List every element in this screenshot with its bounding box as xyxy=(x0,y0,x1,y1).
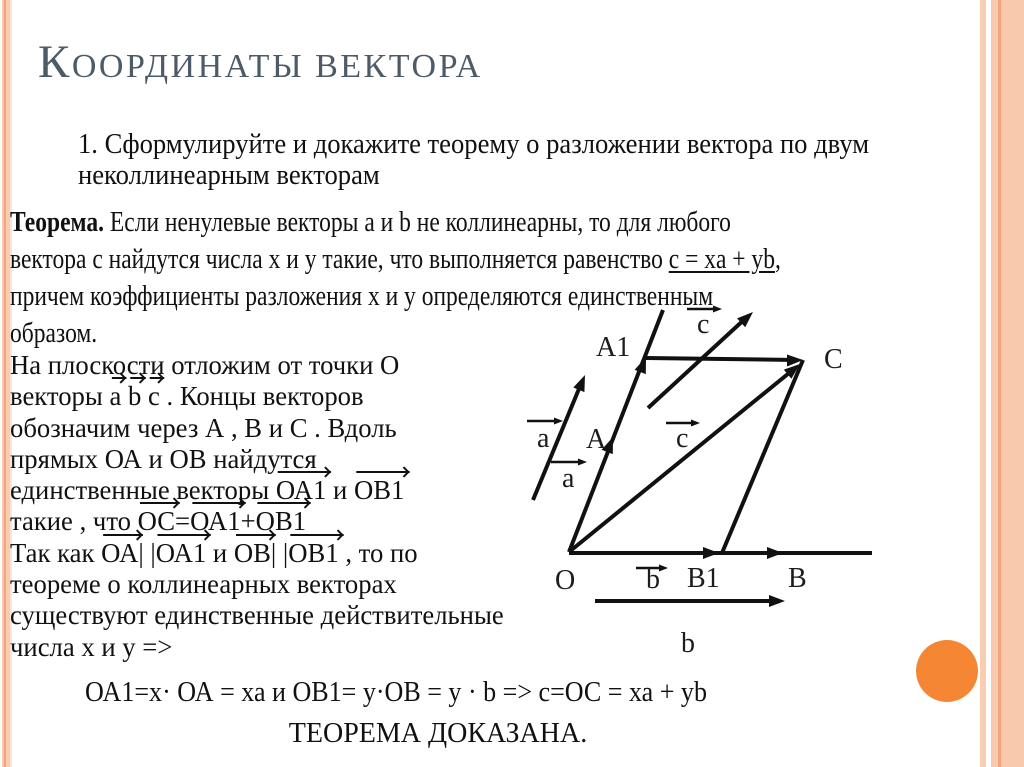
decorative-orange-circle xyxy=(916,640,978,702)
point-label-b: B xyxy=(788,563,807,594)
proof-line-10 xyxy=(10,631,504,662)
side-a1-c xyxy=(646,355,803,367)
proof-line-9 xyxy=(10,599,504,630)
vector-term: a xyxy=(109,380,122,412)
point-label-o: O xyxy=(555,565,576,596)
text-segment: существуют единственные действительные xyxy=(10,599,504,631)
text-segment xyxy=(121,380,128,411)
vector-diagram xyxy=(470,290,890,670)
vector-term: c xyxy=(147,380,160,412)
proof-line-3 xyxy=(10,412,504,443)
conclusion-block xyxy=(0,676,792,751)
arrowhead-at-b1 xyxy=(703,547,719,559)
text-segment: | | xyxy=(138,536,156,568)
vector-term: ОА xyxy=(101,536,139,568)
text-segment: = xyxy=(175,505,191,537)
theorem-line-2 xyxy=(10,241,781,278)
text-segment: образом. xyxy=(10,318,98,349)
vector-ob-line xyxy=(569,547,872,559)
slide-title: КООРДИНАТЫ ВЕКТОРА xyxy=(38,36,483,88)
proof-line-2 xyxy=(10,380,504,411)
vector-term: ОВ1 xyxy=(255,505,307,537)
text-segment: причем коэффициенты разложения x и y определяются единственным xyxy=(10,281,714,312)
conclusion-qed: ТЕОРЕМА ДОКАЗАНА. xyxy=(288,718,588,749)
proof-line-5 xyxy=(10,474,504,505)
arrowhead-free-b xyxy=(769,595,785,607)
task-line-2: неколлинеарным векторам xyxy=(78,159,380,191)
text-segment: обозначим через А , В и С . Вдоль xyxy=(10,411,397,443)
free-vector-b xyxy=(595,595,785,607)
side-c-b1 xyxy=(722,360,803,553)
vector-label-b-over: b xyxy=(646,564,660,595)
text-segment: числа x и y => xyxy=(10,630,173,662)
task-line-1: 1. Сформулируйте и докажите теорему о разложении вектора по двум xyxy=(78,129,870,160)
proof-line-7 xyxy=(10,537,504,568)
arrowhead-at-a1 xyxy=(635,357,646,374)
vector-label-b-free: b xyxy=(681,628,695,659)
text-segment xyxy=(141,380,148,411)
text-segment: | | xyxy=(270,536,289,568)
text-segment: Если ненулевые векторы a и b не коллинеарны, то для любого xyxy=(104,207,731,238)
proof-line-4 xyxy=(10,443,504,474)
point-label-b1: B1 xyxy=(687,563,720,594)
text-segment: Теорема. xyxy=(10,207,105,238)
text-segment: прямых ОА и ОВ найдутся xyxy=(10,442,317,474)
text-segment: На плоскости отложим от точки О xyxy=(10,349,400,380)
text-segment: векторы xyxy=(10,380,110,412)
task-statement xyxy=(78,130,869,191)
text-segment: и xyxy=(326,474,354,506)
vector-term: ОА1 xyxy=(190,505,241,537)
proof-line-8 xyxy=(10,568,504,599)
text-segment: такие , что xyxy=(10,505,138,537)
text-segment: теореме о коллинеарных векторах xyxy=(10,568,397,600)
point-label-a1: A1 xyxy=(596,332,631,363)
text-segment: , то по xyxy=(338,536,418,568)
text-segment: Так как xyxy=(10,536,102,568)
vector-term: b xyxy=(127,380,142,412)
arrowhead-free-a xyxy=(573,375,585,392)
vector-label-a-upper: a xyxy=(537,423,550,454)
text-segment: единственные векторы xyxy=(10,474,276,506)
proof-text xyxy=(10,349,504,662)
vector-term: ОА1 xyxy=(275,474,327,506)
right-border-stripe xyxy=(980,0,1024,767)
proof-line-6 xyxy=(10,505,504,536)
point-label-c: C xyxy=(824,344,843,375)
theorem-line-1 xyxy=(10,204,781,241)
arrowhead-at-b xyxy=(767,547,783,559)
vector-label-a-lower: a xyxy=(562,463,575,494)
proof-line-1 xyxy=(10,349,504,380)
vector-term: ОВ xyxy=(233,536,271,568)
vector-term: ОС xyxy=(137,505,176,537)
vector-term: ОВ1 xyxy=(288,536,339,568)
text-segment: + xyxy=(240,505,256,537)
vector-label-c-mid: c xyxy=(676,423,689,454)
vector-term: ОА1 xyxy=(155,536,207,568)
text-segment: . Концы векторов xyxy=(159,380,364,412)
point-label-a: A xyxy=(586,424,607,455)
text-segment: , xyxy=(774,244,781,275)
vector-term: ОВ1 xyxy=(353,474,405,506)
conclusion-formula: ОА1=х· ОА = ха и ОВ1= у·ОВ = у · b => c=ОС = ха + yb xyxy=(85,677,707,708)
text-segment: и xyxy=(206,536,234,568)
text-segment: вектора c найдутся числа x и y такие, что выполняется равенство xyxy=(10,244,669,275)
vector-label-c-top: c xyxy=(697,309,710,340)
text-segment: c = xa + yb xyxy=(668,244,775,275)
